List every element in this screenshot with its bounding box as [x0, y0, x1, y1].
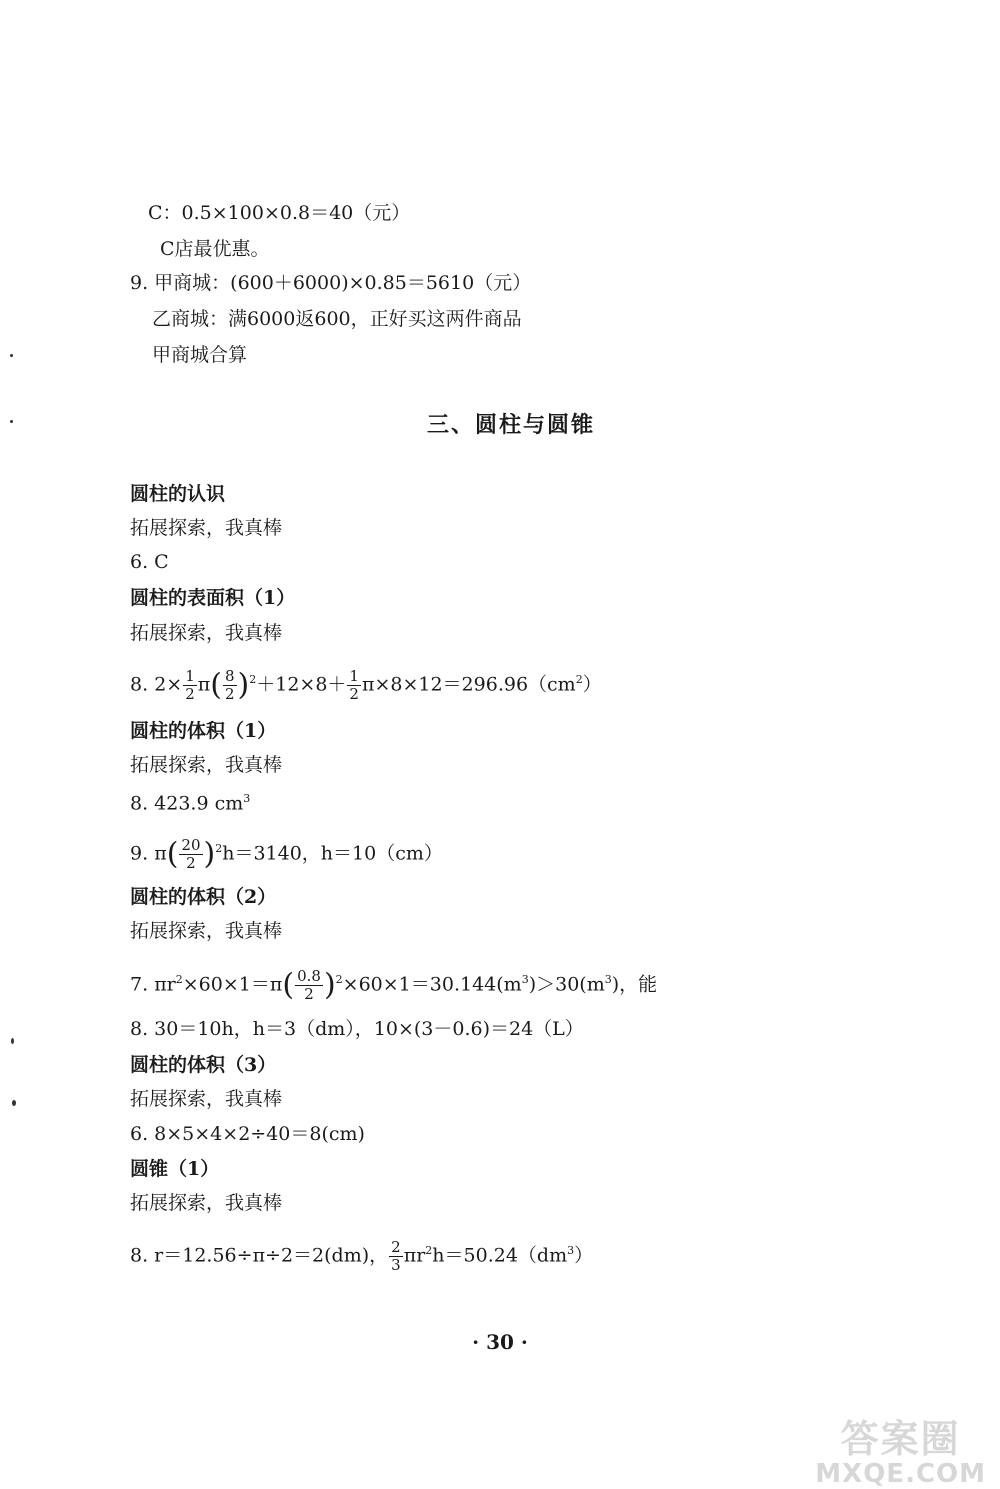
- section-title: 圆锥（1）: [130, 1158, 220, 1180]
- right-paren: ): [323, 967, 336, 1003]
- answer-c-best: C店最优惠。: [160, 238, 270, 260]
- section-subtitle: 拓展探索，我真棒: [130, 1192, 283, 1214]
- numerator: 1: [185, 666, 195, 685]
- formula-part: 8. r＝12.56÷π÷2＝2(dm)，: [130, 1244, 389, 1267]
- formula-part: ）: [574, 1244, 594, 1267]
- numerator: 2: [391, 1237, 401, 1256]
- formula-part: h＝3140，h＝10（cm）: [222, 842, 443, 865]
- formula-part: h＝50.24（dm: [432, 1244, 568, 1267]
- answer-formula: [130, 667, 602, 703]
- fraction: [179, 837, 202, 872]
- exponent: 2: [335, 973, 343, 986]
- section-subtitle: 拓展探索，我真棒: [130, 754, 283, 776]
- denominator: 2: [185, 684, 195, 703]
- exponent: 3: [243, 792, 251, 805]
- answer-line: [130, 786, 250, 816]
- answer-formula: [130, 1238, 593, 1274]
- scan-speck: [12, 1100, 16, 1106]
- answer-number: 9.: [130, 842, 149, 865]
- left-paren: (: [210, 667, 222, 703]
- exponent: 2: [215, 842, 223, 855]
- exponent: 2: [249, 673, 257, 686]
- section-subtitle: 拓展探索，我真棒: [130, 622, 283, 644]
- section-title: 圆柱的表面积（1）: [130, 587, 296, 609]
- section-title: 圆柱的体积（3）: [130, 1054, 277, 1076]
- formula-part: πr: [403, 1244, 426, 1267]
- numerator: 1: [349, 666, 359, 685]
- section-subtitle: 拓展探索，我真棒: [130, 1088, 283, 1110]
- chapter-title: 三、圆柱与圆锥: [426, 412, 595, 438]
- right-paren: ): [237, 667, 250, 703]
- fraction: [223, 668, 237, 703]
- denominator: 2: [186, 853, 196, 872]
- answer-line: 6. 8×5×4×2÷40＝8(cm): [130, 1123, 365, 1145]
- answer-line: 6. C: [130, 551, 169, 573]
- formula-part: ×60×1＝π: [182, 973, 283, 996]
- numerator: 20: [181, 835, 201, 854]
- formula-part: ×60×1＝30.144(m: [342, 973, 522, 996]
- answer-c-calc: C：0.5×100×0.8＝40（元）: [148, 202, 411, 224]
- denominator: 2: [349, 684, 359, 703]
- fraction: [183, 668, 197, 703]
- scan-speck: [11, 1038, 14, 1044]
- denominator: 2: [304, 984, 314, 1003]
- exponent: 2: [175, 973, 183, 986]
- formula-part: ＋12×8＋: [256, 673, 347, 696]
- formula-part: πr: [154, 973, 176, 996]
- section-subtitle: 拓展探索，我真棒: [130, 920, 283, 942]
- denominator: 2: [224, 684, 235, 703]
- answer-9-conclusion: 甲商城合算: [152, 344, 248, 366]
- section-title: 圆柱的体积（1）: [130, 720, 277, 742]
- scan-speck: [10, 354, 13, 357]
- formula-part: 2×: [154, 673, 183, 696]
- fraction: [347, 668, 361, 703]
- numerator: 8: [224, 666, 235, 685]
- exponent: 3: [604, 973, 612, 986]
- formula-part: π: [154, 842, 167, 865]
- answer-number: 8.: [130, 673, 149, 696]
- watermark-top: 答案圈: [840, 1417, 961, 1461]
- left-paren: (: [282, 967, 295, 1003]
- formula-part: )，能: [611, 973, 658, 996]
- formula-part: π: [197, 673, 211, 696]
- formula-part: ）: [582, 673, 602, 696]
- formula-part: 8. 423.9 cm: [130, 792, 244, 815]
- answer-formula: [130, 836, 443, 872]
- formula-part: π×8×12＝296.96（cm: [361, 673, 576, 696]
- answer-line: 8. 30＝10h，h＝3（dm），10×(3－0.6)＝24（L）: [130, 1018, 584, 1040]
- section-title: 圆柱的认识: [130, 483, 226, 505]
- right-paren: ): [203, 836, 216, 872]
- exponent: 3: [567, 1244, 575, 1257]
- section-title: 圆柱的体积（2）: [130, 886, 277, 908]
- answer-formula: [130, 967, 657, 1003]
- watermark-logo: [815, 1408, 986, 1489]
- fraction: [389, 1239, 403, 1274]
- section-subtitle: 拓展探索，我真棒: [130, 517, 283, 539]
- left-paren: (: [166, 836, 179, 872]
- exponent: 2: [575, 673, 583, 686]
- exponent: 3: [521, 973, 529, 986]
- exponent: 2: [425, 1244, 433, 1257]
- numerator: 0.8: [297, 966, 321, 985]
- page-number: · 30 ·: [472, 1330, 528, 1354]
- answer-9-yi: 乙商城：满6000返600，正好买这两件商品: [152, 308, 522, 330]
- fraction: [295, 968, 323, 1003]
- formula-part: )＞30(m: [528, 973, 605, 996]
- answer-number: 7.: [130, 973, 149, 996]
- scan-speck: [10, 420, 13, 423]
- watermark-bottom: MXQE.COM: [815, 1459, 986, 1489]
- denominator: 3: [391, 1255, 401, 1274]
- answer-9-jia: 9. 甲商城：(600＋6000)×0.85＝5610（元）: [130, 272, 532, 294]
